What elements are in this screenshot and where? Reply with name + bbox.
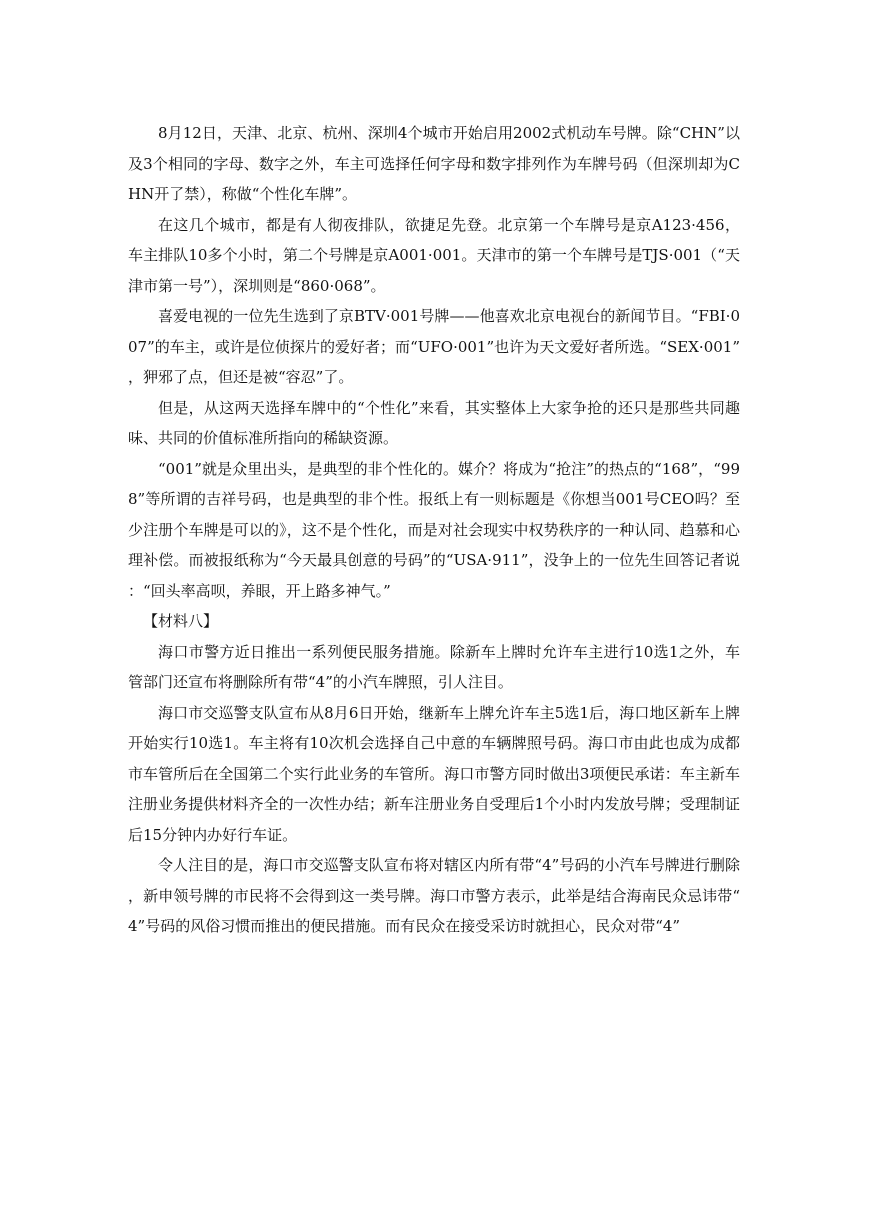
paragraph-haikou-10-choose-1: 海口市交巡警支队宣布从8月6日开始，继新车上牌允许车主5选1后，海口地区新车上牌开始实行10选1。车主将有10次机会选择自己中意的车辆牌照号码。海口市由此也成为成都市车管所后在全国第二个实行此业务的车管所。海口市警方同时做出3项便民承诺：车主新车注册业务提供材料齐全的一次性办结；新车注册业务自受理后1个小时内发放号牌；受理制证后15分钟内办好行车证。	[128, 703, 740, 844]
paragraph-haikou-measures: 海口市警方近日推出一系列便民服务措施。除新车上牌时允许车主进行10选1之外，车管部门还宣布将删除所有带“4”的小汽车牌照，引人注目。	[128, 642, 740, 691]
document-page	[128, 118, 740, 942]
paragraph-first-plates: 在这几个城市，都是有人彻夜排队，欲捷足先登。北京第一个车牌号是京A123·456，车主排队10多个小时，第二个号牌是京A001·001。天津市的第一个车牌号是TJS·001（“天津市第一号”），深圳则是“860·068”。	[128, 215, 740, 295]
paragraph-haikou-remove-4: 令人注目的是，海口市交巡警支队宣布将对辖区内所有带“4”号码的小汽车号牌进行删除，新申领号牌的市民将不会得到这一类号牌。海口市警方表示，此举是结合海南民众忌讳带“4”号码的风俗习惯而推出的便民措施。而有民众在接受采访时就担心，民众对带“4”	[128, 856, 740, 935]
section-heading: 【材料八】	[143, 612, 219, 630]
paragraph-001-analysis: “001”就是众里出头，是典型的非个性化的。媒介？将成为“抢注”的热点的“168”，“998”等所谓的吉祥号码，也是典型的非个性。报纸上有一则标题是《你想当001号CEO吗？至少注册个车牌是可以的》，这不是个性化，而是对社会现实中权势秩序的一种认同、趋慕和心理补偿。而被报纸称为“今天最具创意的号码”的“USA·911”，没争上的一位先生回答记者说：“回头率高呗，养眼，开上路多神气。”	[128, 459, 740, 600]
paragraph-license-plate-launch: 8月12日，天津、北京、杭州、深圳4个城市开始启用2002式机动车号牌。除“CHN”以及3个相同的字母、数字之外，车主可选择任何字母和数字排列作为车牌号码（但深圳却为CHN开了禁），称做“个性化车牌”。	[128, 124, 740, 203]
paragraph-scarce-resources: 但是，从这两天选择车牌中的“个性化”来看，其实整体上大家争抢的还只是那些共同趣味、共同的价值标准所指向的稀缺资源。	[128, 398, 740, 447]
paragraph-tv-fan-plate: 喜爱电视的一位先生选到了京BTV·001号牌——他喜欢北京电视台的新闻节目。“FBI·007”的车主，或许是位侦探片的爱好者；而“UFO·001”也许为天文爱好者所选。“SEX·001”，狎邪了点，但还是被“容忍”了。	[128, 307, 740, 386]
